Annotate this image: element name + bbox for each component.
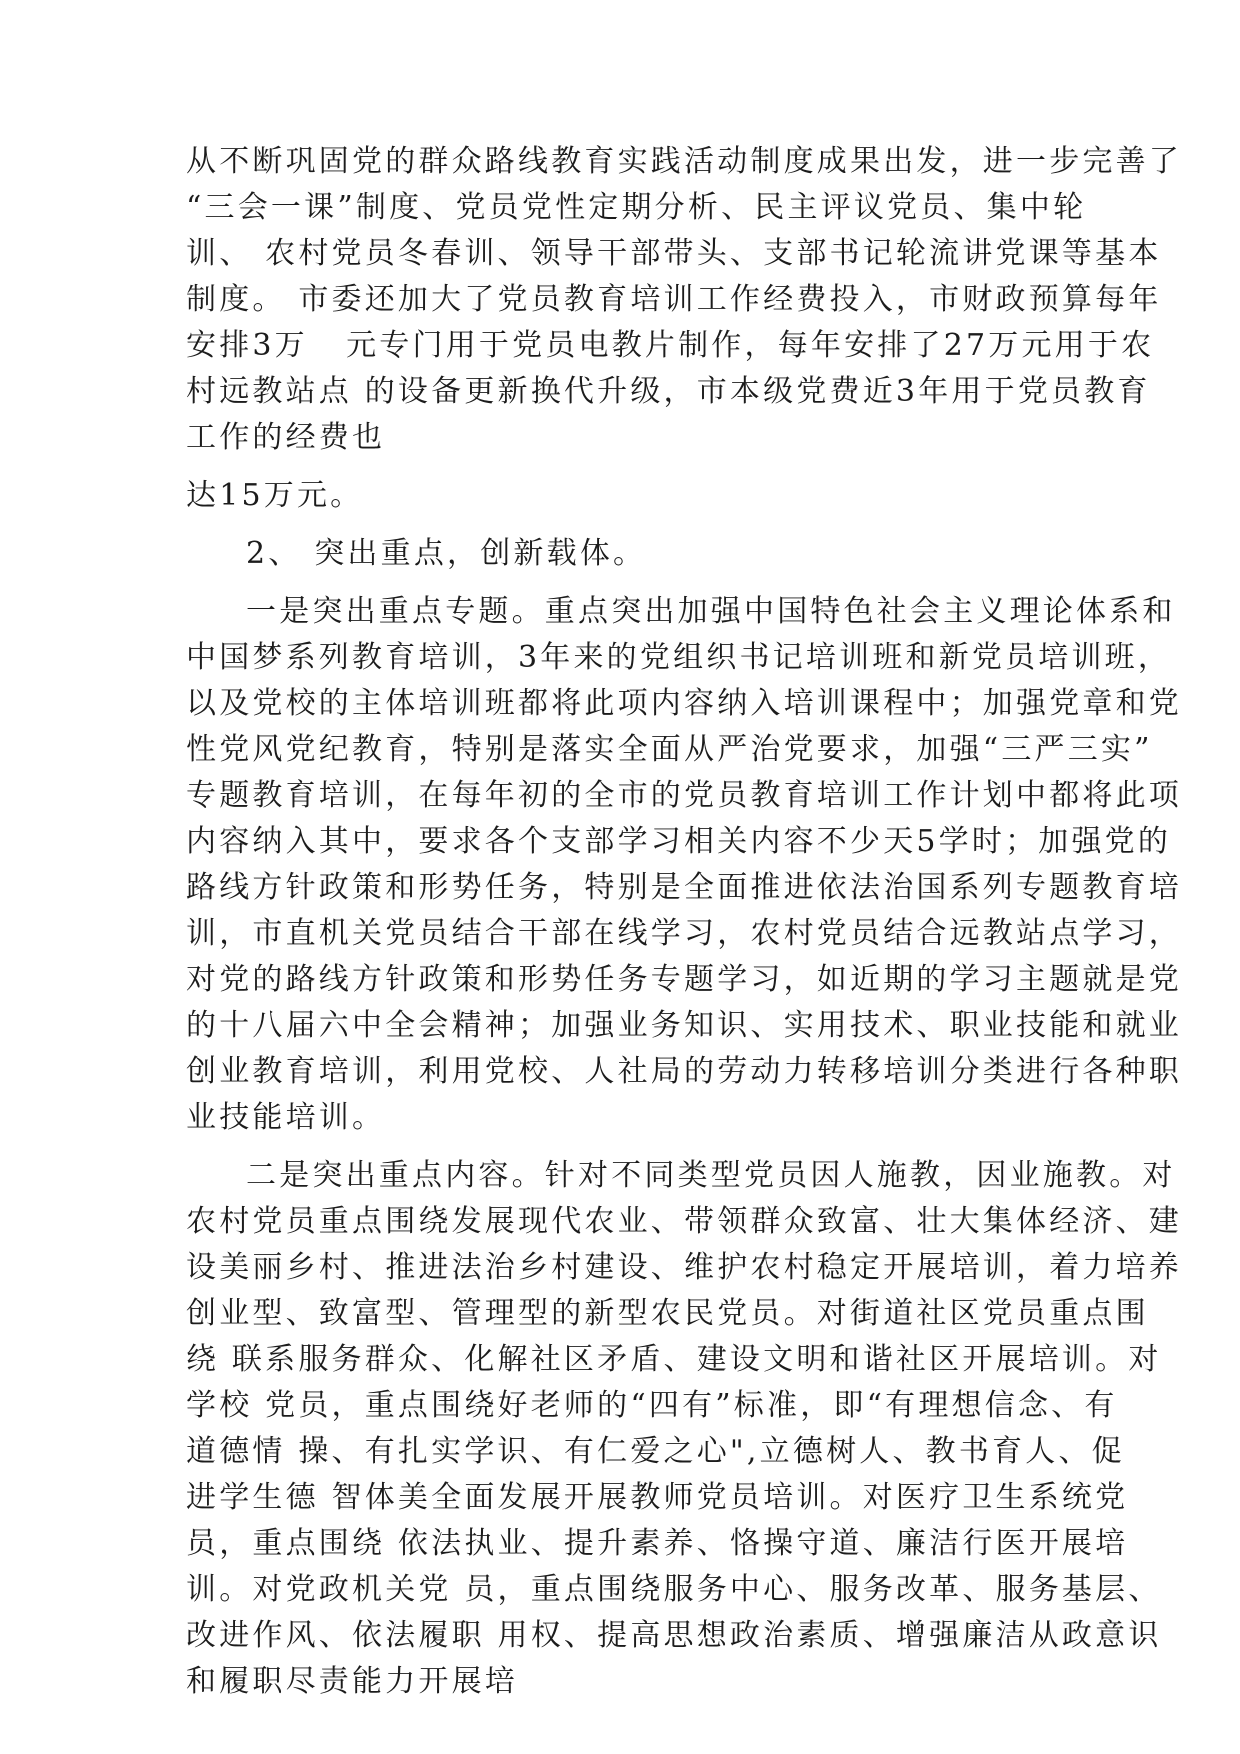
text-line: 制度。 市委还加大了党员教育培训工作经费投入，市财政预算每年 xyxy=(186,282,1162,317)
text-line: 安排3万 元专门用于党员电教片制作，每年安排了27万元用于农 xyxy=(186,328,1155,363)
text-line: 路线方针政策和形势任务，特别是全面推进依法治国系列专题教育培 xyxy=(186,870,1182,905)
text-line: 工作的经费也 xyxy=(186,420,386,455)
paragraph-first-line: 一是突出重点专题。重点突出加强中国特色社会主义理论体系和 xyxy=(246,594,1176,629)
text-line: 训、 农村党员冬春训、领导干部带头、支部书记轮流讲党课等基本 xyxy=(186,236,1162,271)
text-line: 农村党员重点围绕发展现代农业、带领群众致富、壮大集体经济、建 xyxy=(186,1204,1182,1239)
text-line: 内容纳入其中，要求各个支部学习相关内容不少天5学时；加强党的 xyxy=(186,824,1172,859)
text-line: 对党的路线方针政策和形势任务专题学习，如近期的学习主题就是党 xyxy=(186,962,1182,997)
text-line: 性党风党纪教育，特别是落实全面从严治党要求，加强“三严三实” xyxy=(186,732,1153,767)
text-line: 专题教育培训，在每年初的全市的党员教育培训工作计划中都将此项 xyxy=(186,778,1182,813)
text-line: 从不断巩固党的群众路线教育实践活动制度成果出发，进一步完善了 xyxy=(186,144,1182,179)
text-line: 达15万元。 xyxy=(186,478,364,513)
text-line: 学校 党员，重点围绕好老师的“四有”标准，即“有理想信念、有 xyxy=(186,1388,1118,1423)
text-line: 员，重点围绕 依法执业、提升素养、恪操守道、廉洁行医开展培 xyxy=(186,1526,1129,1561)
text-line: 和履职尽责能力开展培 xyxy=(186,1664,518,1699)
text-line: 的十八届六中全会精神；加强业务知识、实用技术、职业技能和就业 xyxy=(186,1008,1182,1043)
text-line: 创业教育培训，利用党校、人社局的劳动力转移培训分类进行各种职 xyxy=(186,1054,1182,1089)
text-line: 设美丽乡村、推进法治乡村建设、维护农村稳定开展培训，着力培养 xyxy=(186,1250,1182,1285)
text-line: 村远教站点 的设备更新换代升级，市本级党费近3年用于党员教育 xyxy=(186,374,1151,409)
text-line: 改进作风、依法履职 用权、提高思想政治素质、增强廉洁从政意识 xyxy=(186,1618,1162,1653)
text-line: 进学生德 智体美全面发展开展教师党员培训。对医疗卫生系统党 xyxy=(186,1480,1129,1515)
text-line: 绕 联系服务群众、化解社区矛盾、建设文明和谐社区开展培训。对 xyxy=(186,1342,1162,1377)
text-line: 训，市直机关党员结合干部在线学习，农村党员结合远教站点学习， xyxy=(186,916,1182,951)
text-line: 以及党校的主体培训班都将此项内容纳入培训课程中；加强党章和党 xyxy=(186,686,1182,721)
text-line: “三会一课”制度、党员党性定期分析、民主评议党员、集中轮 xyxy=(186,190,1087,225)
text-line: 道德情 操、有扎实学识、有仁爱之心",立德树人、教书育人、促 xyxy=(186,1434,1125,1469)
text-line: 中国梦系列教育培训，3年来的党组织书记培训班和新党员培训班， xyxy=(186,640,1172,675)
paragraph-first-line: 二是突出重点内容。针对不同类型党员因人施教，因业施教。对 xyxy=(246,1158,1176,1193)
text-line: 训。对党政机关党 员，重点围绕服务中心、服务改革、服务基层、 xyxy=(186,1572,1162,1607)
text-line: 创业型、致富型、管理型的新型农民党员。对街道社区党员重点围 xyxy=(186,1296,1149,1331)
text-line: 业技能培训。 xyxy=(186,1100,386,1135)
section-heading: 2、 突出重点，创新载体。 xyxy=(246,536,647,571)
